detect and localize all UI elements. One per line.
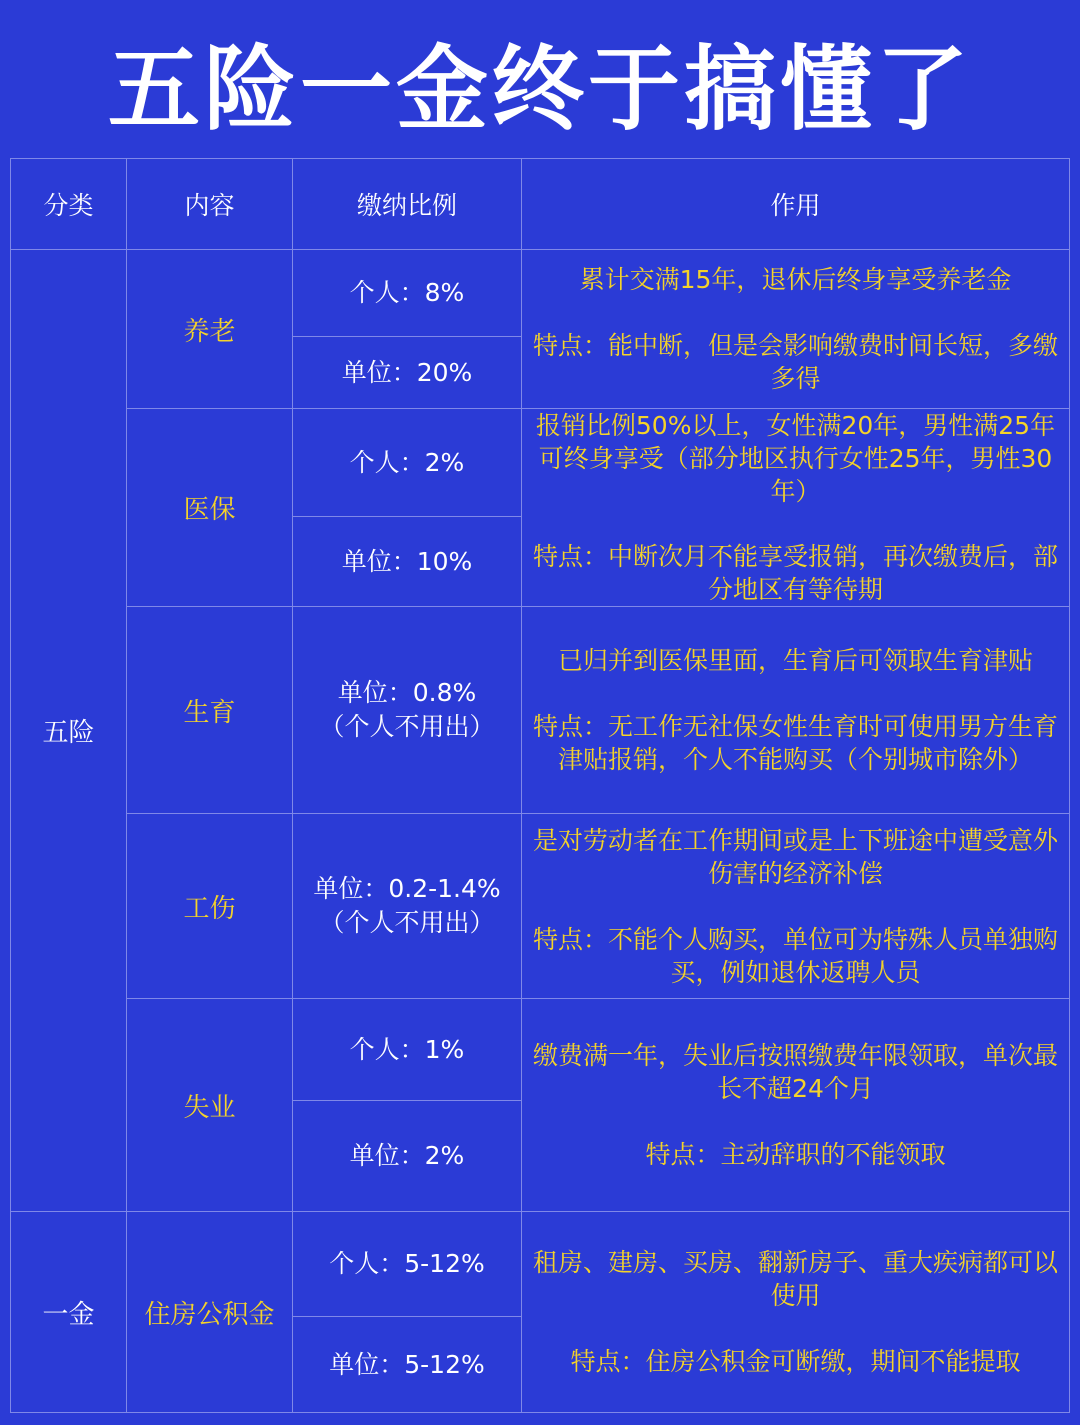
header-rate: 缴纳比例 bbox=[293, 158, 522, 250]
unemployment-effect bbox=[522, 999, 1070, 1212]
maternity-personal-note: （个人不用出） bbox=[319, 712, 495, 741]
medical-effect-text: 报销比例50%以上，女性满20年，男性满25年可终身享受（部分地区执行女性25年，男性30年） bbox=[535, 411, 1056, 506]
injury-rate bbox=[293, 814, 522, 999]
header-category: 分类 bbox=[10, 158, 127, 250]
unemployment-feature-text: 特点：主动辞职的不能领取 bbox=[645, 1140, 946, 1169]
item-unemployment: 失业 bbox=[127, 999, 293, 1212]
maternity-feature-text: 特点：无工作无社保女性生育时可使用男方生育津贴报销，个人不能购买（个别城市除外） bbox=[532, 712, 1058, 774]
injury-effect-text: 是对劳动者在工作期间或是上下班途中遭受意外伤害的经济补偿 bbox=[532, 825, 1058, 888]
pension-effect bbox=[522, 250, 1070, 409]
insurance-table bbox=[10, 158, 1070, 1412]
maternity-company-rate: 单位：0.8% bbox=[337, 678, 477, 707]
maternity-effect-text: 已归并到医保里面，生育后可领取生育津贴 bbox=[557, 646, 1033, 675]
unemployment-effect-text: 缴费满一年，失业后按照缴费年限领取，单次最长不超24个月 bbox=[532, 1041, 1058, 1103]
pension-feature-text: 特点：能中断，但是会影响缴费时间长短，多缴多得 bbox=[532, 331, 1058, 393]
medical-effect bbox=[522, 409, 1070, 607]
item-pension: 养老 bbox=[127, 250, 293, 409]
medical-feature-text: 特点：中断次月不能享受报销，再次缴费后，部分地区有等待期 bbox=[532, 542, 1058, 604]
housing-effect bbox=[522, 1212, 1070, 1413]
item-medical: 医保 bbox=[127, 409, 293, 607]
page-title: 五险一金终于搞懂了 bbox=[107, 36, 972, 143]
unemployment-personal-rate: 个人：1% bbox=[293, 999, 522, 1101]
maternity-rate bbox=[293, 607, 522, 814]
housing-effect-text: 租房、建房、买房、翻新房子、重大疾病都可以使用 bbox=[532, 1248, 1058, 1310]
item-housing-fund: 住房公积金 bbox=[127, 1212, 293, 1413]
pension-company-rate: 单位：20% bbox=[293, 337, 522, 409]
medical-personal-rate: 个人：2% bbox=[293, 409, 522, 517]
pension-personal-rate: 个人：8% bbox=[293, 250, 522, 337]
housing-company-rate: 单位：5-12% bbox=[293, 1317, 522, 1413]
injury-personal-note: （个人不用出） bbox=[319, 908, 495, 937]
category-five-insurances: 五险 bbox=[10, 250, 127, 1212]
housing-personal-rate: 个人：5-12% bbox=[293, 1212, 522, 1317]
item-maternity: 生育 bbox=[127, 607, 293, 814]
unemployment-company-rate: 单位：2% bbox=[293, 1101, 522, 1212]
category-one-fund: 一金 bbox=[10, 1212, 127, 1413]
injury-company-rate: 单位：0.2-1.4% bbox=[313, 874, 501, 903]
header-content: 内容 bbox=[127, 158, 293, 250]
injury-feature-text: 特点：不能个人购买，单位可为特殊人员单独购买，例如退休返聘人员 bbox=[532, 924, 1058, 987]
injury-effect bbox=[522, 814, 1070, 999]
medical-company-rate: 单位：10% bbox=[293, 517, 522, 607]
housing-feature-text: 特点：住房公积金可断缴，期间不能提取 bbox=[570, 1347, 1021, 1376]
header-effect: 作用 bbox=[522, 158, 1070, 250]
item-work-injury: 工伤 bbox=[127, 814, 293, 999]
pension-effect-text: 累计交满15年，退休后终身享受养老金 bbox=[579, 265, 1012, 294]
maternity-effect bbox=[522, 607, 1070, 814]
